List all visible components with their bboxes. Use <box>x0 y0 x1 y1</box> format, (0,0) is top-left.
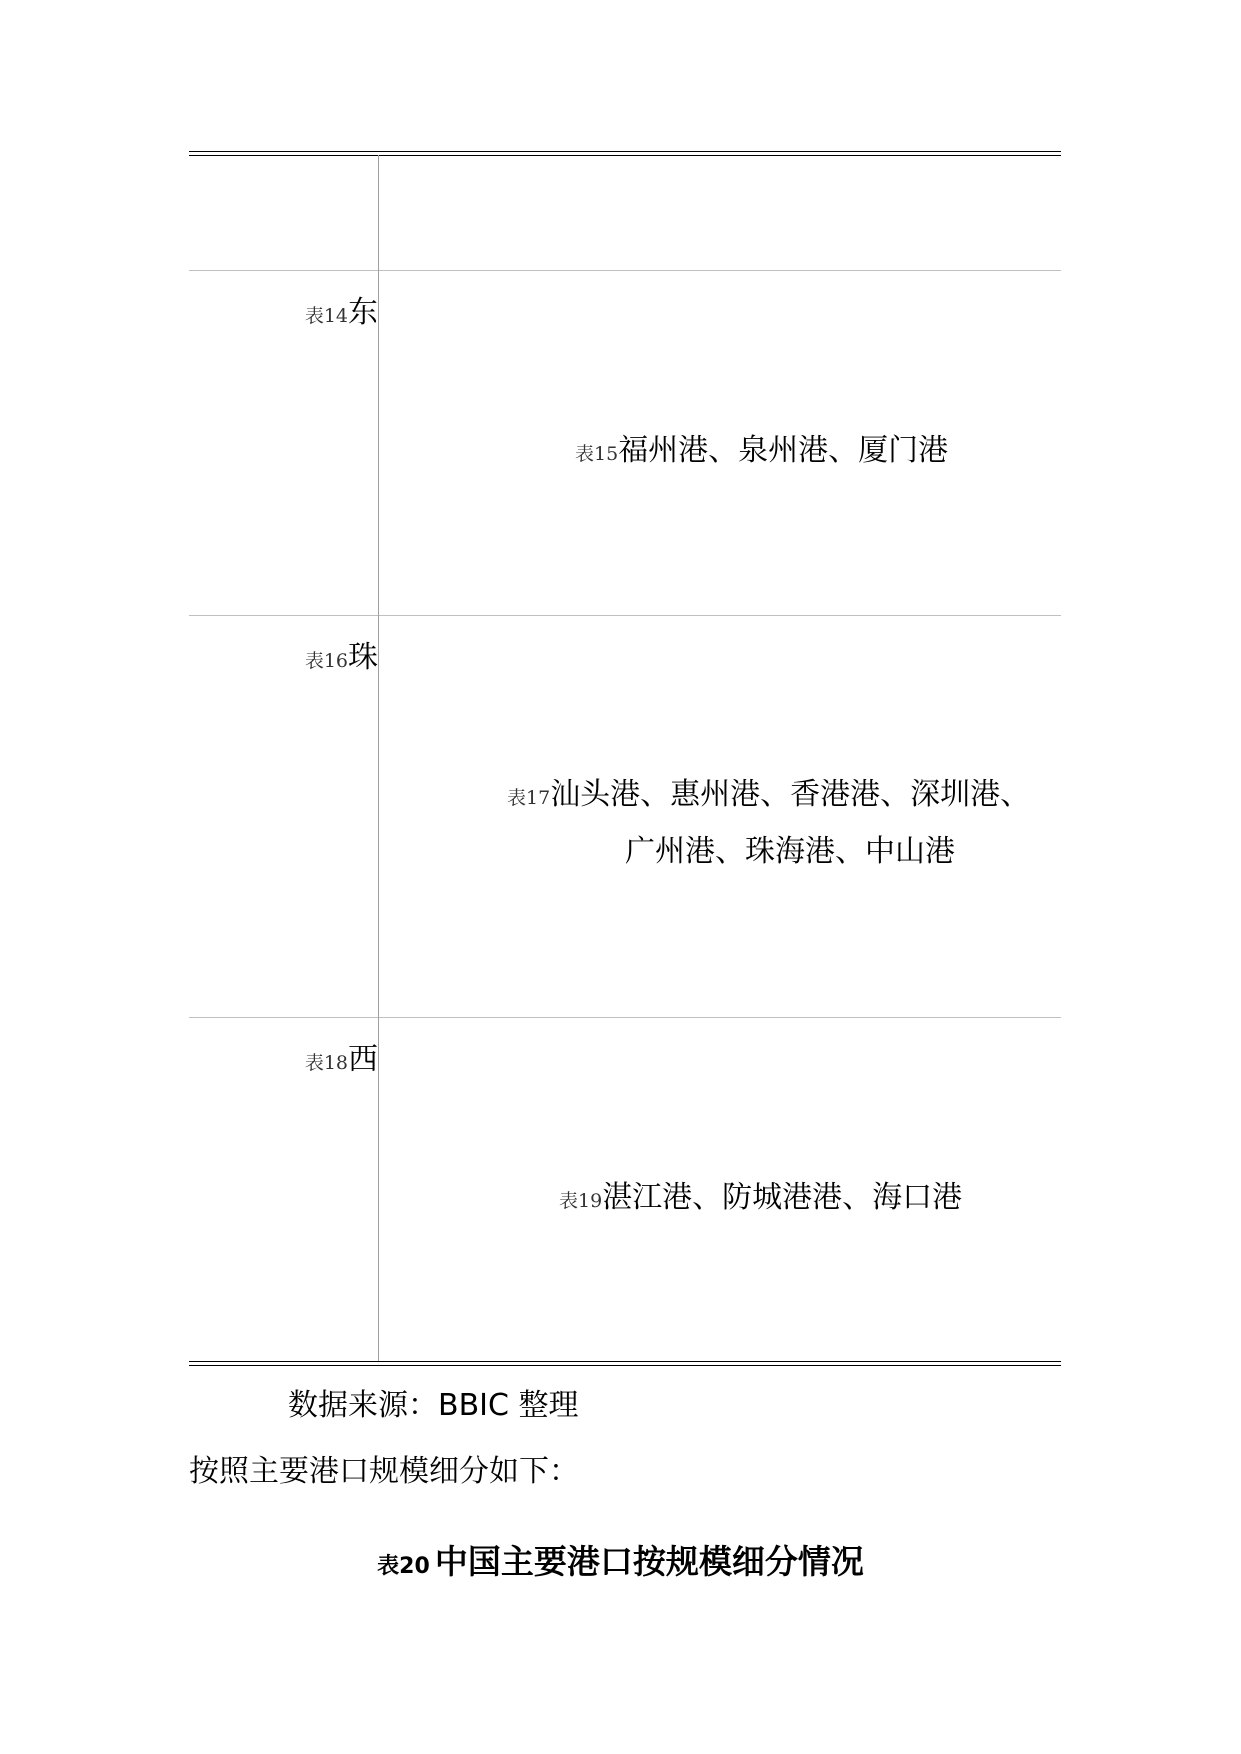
right-cell <box>507 769 1030 813</box>
right-cell <box>559 1172 962 1216</box>
column-divider <box>378 155 379 1361</box>
table-caption <box>0 1536 1241 1583</box>
left-cell-prefix: 表14 <box>304 305 348 327</box>
left-cell <box>300 1034 378 1078</box>
right-cell-prefix: 表15 <box>575 443 619 465</box>
left-cell <box>300 287 378 331</box>
row-divider <box>189 1017 1061 1018</box>
caption-title: 中国主要港口按规模细分情况 <box>434 1542 864 1581</box>
right-cell-prefix: 表17 <box>507 787 551 809</box>
table-bottom-rule-outer <box>189 1361 1061 1362</box>
right-cell-line: 广州港、珠海港、中山港 <box>625 834 955 869</box>
row-divider <box>189 270 1061 271</box>
right-cell-line: 福州港、泉州港、厦门港 <box>618 433 949 468</box>
table-row <box>300 1034 378 1078</box>
caption-prefix: 表20 <box>377 1554 430 1579</box>
right-cell-continuation <box>625 826 955 870</box>
right-cell-line: 湛江港、防城港港、海口港 <box>602 1180 963 1215</box>
body-paragraph: 按照主要港口规模细分如下： <box>189 1454 579 1489</box>
left-cell-text: 西 <box>348 1042 378 1077</box>
right-cell-line: 汕头港、惠州港、香港港、深圳港、 <box>550 777 1031 812</box>
table-top-rule-outer <box>189 151 1061 152</box>
row-divider <box>189 615 1061 616</box>
table-row <box>300 632 378 676</box>
left-cell <box>300 632 378 676</box>
left-cell-text: 东 <box>348 295 378 330</box>
table-row <box>300 287 378 331</box>
right-cell <box>575 425 948 469</box>
table-bottom-rule-inner <box>189 1365 1061 1366</box>
table-top-rule-inner <box>189 155 1061 156</box>
source-note: 数据来源：BBIC 整理 <box>288 1388 579 1423</box>
left-cell-prefix: 表18 <box>304 1052 348 1074</box>
left-cell-prefix: 表16 <box>304 650 348 672</box>
right-cell-prefix: 表19 <box>559 1190 603 1212</box>
left-cell-text: 珠 <box>348 640 378 675</box>
